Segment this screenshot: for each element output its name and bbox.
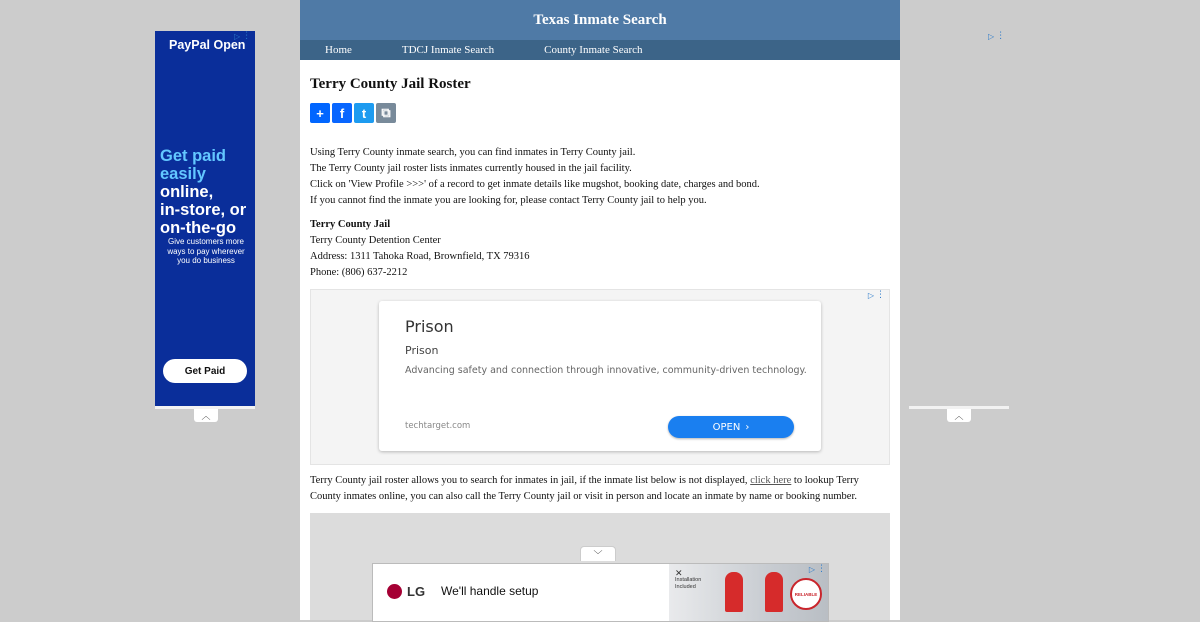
reliable-seal: RELIABLE (790, 578, 822, 610)
paypal-body: Give customers more ways to pay wherever you do business (167, 237, 245, 265)
inline-ad (310, 289, 890, 465)
ad-title[interactable]: Prison (405, 317, 454, 336)
copy-link-icon[interactable]: ⧉ (376, 103, 396, 123)
nav-county-inmate-search[interactable]: County Inmate Search (544, 44, 643, 56)
get-paid-button[interactable]: Get Paid (163, 359, 247, 383)
roster-text: Terry County jail roster allows you to search for inmates in jail, if the inmate list below is not displayed, (310, 475, 751, 486)
main-content (300, 76, 900, 505)
chevron-up-icon[interactable]: ︿ (946, 409, 972, 423)
ad-domain: techtarget.com (405, 421, 471, 431)
share-buttons (310, 103, 890, 123)
ad-open-button[interactable] (668, 416, 794, 438)
ad-description: Advancing safety and connection through innovative, community-driven technology. (405, 365, 807, 376)
installer-person (725, 572, 743, 612)
jail-info (310, 217, 890, 281)
page-container (300, 0, 900, 620)
ad-subtitle: Prison (405, 344, 439, 357)
paypal-headline (160, 147, 252, 237)
intro-line: The Terry County jail roster lists inmates currently housed in the jail facility. (310, 163, 632, 174)
paypal-logo: PayPal Open (169, 38, 246, 52)
adchoices-icon[interactable]: ▷ ⋮ (234, 31, 252, 41)
lg-logo-icon (387, 584, 402, 599)
chevron-up-icon[interactable]: ︿ (193, 409, 219, 423)
click-here-link[interactable]: click here (750, 475, 792, 486)
share-plus-icon[interactable]: + (310, 103, 330, 123)
headline-line: easily (160, 165, 206, 183)
lg-bottom-ad[interactable] (372, 563, 829, 622)
site-header (300, 0, 900, 40)
chevron-down-icon[interactable]: ﹀ (580, 546, 616, 561)
headline-line: in-store, or (160, 201, 247, 219)
tools-icon: ✕ (675, 568, 683, 578)
headline-line: online, (160, 183, 214, 201)
badge-text: Installation (675, 577, 702, 583)
nav-tdcj-inmate-search[interactable]: TDCJ Inmate Search (401, 44, 495, 56)
headline-line: Get paid (160, 147, 227, 165)
ad-card[interactable] (379, 301, 821, 451)
lg-logo (387, 584, 425, 599)
nav-home[interactable]: Home (325, 44, 352, 56)
twitter-icon[interactable]: t (354, 103, 374, 123)
installation-badge (675, 570, 701, 591)
jail-phone: Phone: (806) 637-2212 (310, 267, 408, 278)
badge-text: Included (675, 584, 696, 590)
intro-line: Using Terry County inmate search, you can find inmates in Terry County jail. (310, 147, 636, 158)
jail-address: Address: 1311 Tahoka Road, Brownfield, TX 79316 (310, 251, 530, 262)
roster-paragraph (310, 473, 890, 505)
lg-ad-photo (669, 564, 828, 621)
installer-person (765, 572, 783, 612)
page-title: Terry County Jail Roster (310, 76, 471, 92)
main-nav (300, 40, 900, 60)
lg-headline: We'll handle setup (441, 584, 539, 598)
adchoices-icon[interactable]: ▷ ⋮ (808, 564, 826, 574)
facebook-icon[interactable]: f (332, 103, 352, 123)
intro-line: Click on 'View Profile >>>' of a record to get inmate details like mugshot, booking date, charges and bond. (310, 179, 760, 190)
adchoices-icon[interactable]: ▷ ⋮ (988, 31, 1006, 41)
chevron-right-icon: › (745, 421, 750, 433)
intro-line: If you cannot find the inmate you are looking for, please contact Terry County jail to help you. (310, 195, 707, 206)
jail-facility: Terry County Detention Center (310, 235, 441, 246)
paypal-side-ad[interactable] (155, 31, 255, 407)
site-title[interactable]: Texas Inmate Search (533, 11, 667, 28)
roster-text: to lookup Terry County inmates online, you can also call the Terry County jail or visit in person and locate an inmate by name or booking number. (310, 475, 859, 502)
lg-brand: LG (407, 584, 426, 599)
headline-line: on-the-go (160, 219, 237, 237)
ad-open-label: OPEN (712, 421, 741, 433)
jail-name: Terry County Jail (310, 219, 391, 230)
adchoices-icon[interactable]: ▷ ⋮ (867, 290, 885, 300)
